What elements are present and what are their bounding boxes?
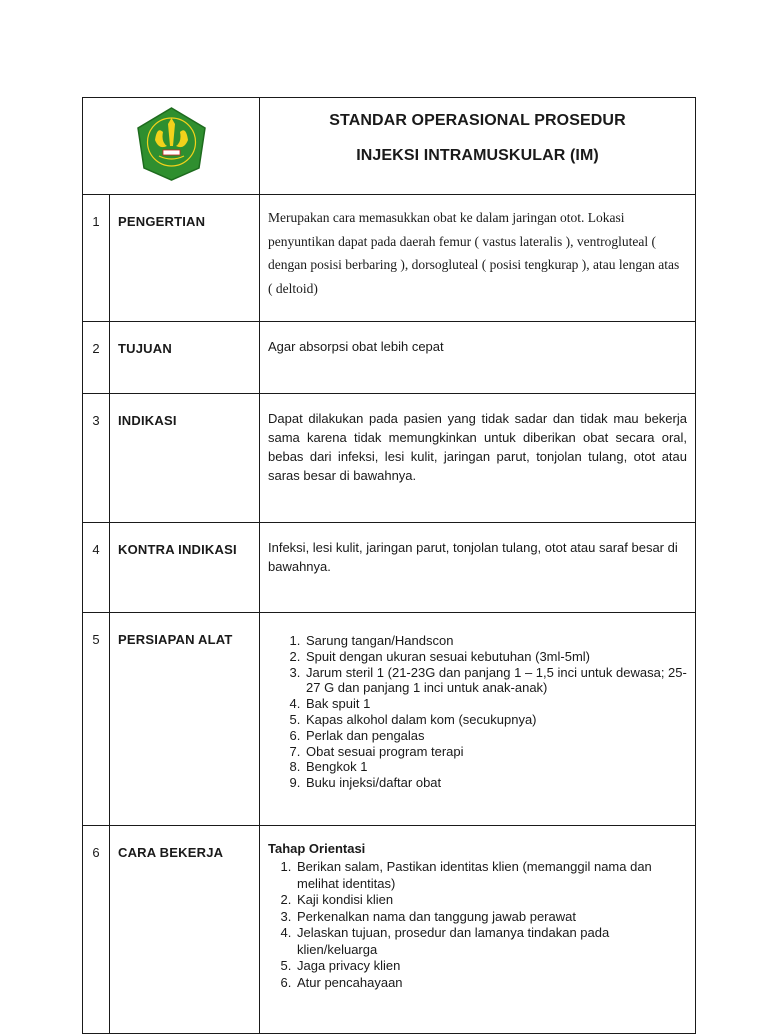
header-row: [83, 98, 696, 195]
list-item: 6. Atur pencahayaan: [295, 975, 687, 992]
row-number: 5: [83, 613, 110, 826]
row-number: 2: [83, 322, 110, 394]
row-content: Dapat dilakukan pada pasien yang tidak sadar dan tidak mau bekerja sama karena tidak memungkinkan untuk diberikan obat secara oral, bebas dari infeksi, lesi kulit, jaringan parut, tonjolan tulang, otot atau saras besar di bawahnya.: [260, 394, 696, 523]
row-label: TUJUAN: [110, 322, 260, 394]
row-label: KONTRA INDIKASI: [110, 523, 260, 613]
table-row: [83, 195, 696, 322]
row-label: PERSIAPAN ALAT: [110, 613, 260, 826]
row-label: CARA BEKERJA: [110, 826, 260, 1034]
procedure-steps-list: [268, 859, 687, 991]
table-row: [83, 322, 696, 394]
row-number: 6: [83, 826, 110, 1034]
row-number: 1: [83, 195, 110, 322]
list-item: 6. Perlak dan pengalas: [304, 728, 687, 744]
document-title: STANDAR OPERASIONAL PROSEDUR: [329, 112, 626, 129]
document-subtitle: INJEKSI INTRAMUSKULAR (IM): [356, 147, 599, 164]
section-subheading: Tahap Orientasi: [268, 841, 366, 856]
list-item: 9. Buku injeksi/daftar obat: [304, 775, 687, 791]
row-number: 3: [83, 394, 110, 523]
row-content: Infeksi, lesi kulit, jaringan parut, tonjolan tulang, otot atau saraf besar di bawahnya.: [260, 523, 696, 613]
list-item: 1. Sarung tangan/Handscon: [304, 633, 687, 649]
sop-table: [82, 97, 696, 1034]
row-number: 4: [83, 523, 110, 613]
list-item: 4. Bak spuit 1: [304, 696, 687, 712]
table-row: [83, 613, 696, 826]
title-cell: [260, 98, 696, 195]
row-content: [260, 826, 696, 1034]
list-item: 3. Jarum steril 1 (21-23G dan panjang 1 – 1,5 inci untuk dewasa; 25-27 G dan panjang 1 inci untuk anak-anak): [304, 665, 687, 697]
list-item: 5. Kapas alkohol dalam kom (secukupnya): [304, 712, 687, 728]
equipment-list: [268, 633, 687, 791]
table-row: [83, 394, 696, 523]
list-item: 8. Bengkok 1: [304, 759, 687, 775]
row-label: PENGERTIAN: [110, 195, 260, 322]
table-row: [83, 826, 696, 1034]
row-content: Merupakan cara memasukkan obat ke dalam jaringan otot. Lokasi penyuntikan dapat pada daerah femur ( vastus lateralis ), ventrogluteal ( dengan posisi berbaring ), dorsogluteal ( posisi tengkurap ), atau lengan atas ( deltoid): [260, 195, 696, 322]
list-item: 4. Jelaskan tujuan, prosedur dan lamanya tindakan pada klien/keluarga: [295, 925, 687, 958]
table-row: [83, 523, 696, 613]
row-content: Agar absorpsi obat lebih cepat: [260, 322, 696, 394]
list-item: 2. Spuit dengan ukuran sesuai kebutuhan (3ml-5ml): [304, 649, 687, 665]
institution-logo: [133, 106, 210, 182]
list-item: 5. Jaga privacy klien: [295, 958, 687, 975]
list-item: 2. Kaji kondisi klien: [295, 892, 687, 909]
row-label: INDIKASI: [110, 394, 260, 523]
row-content: [260, 613, 696, 826]
list-item: 7. Obat sesuai program terapi: [304, 744, 687, 760]
list-item: 3. Perkenalkan nama dan tanggung jawab perawat: [295, 909, 687, 926]
list-item: 1. Berikan salam, Pastikan identitas klien (memanggil nama dan melihat identitas): [295, 859, 687, 892]
logo-cell: [83, 98, 260, 195]
